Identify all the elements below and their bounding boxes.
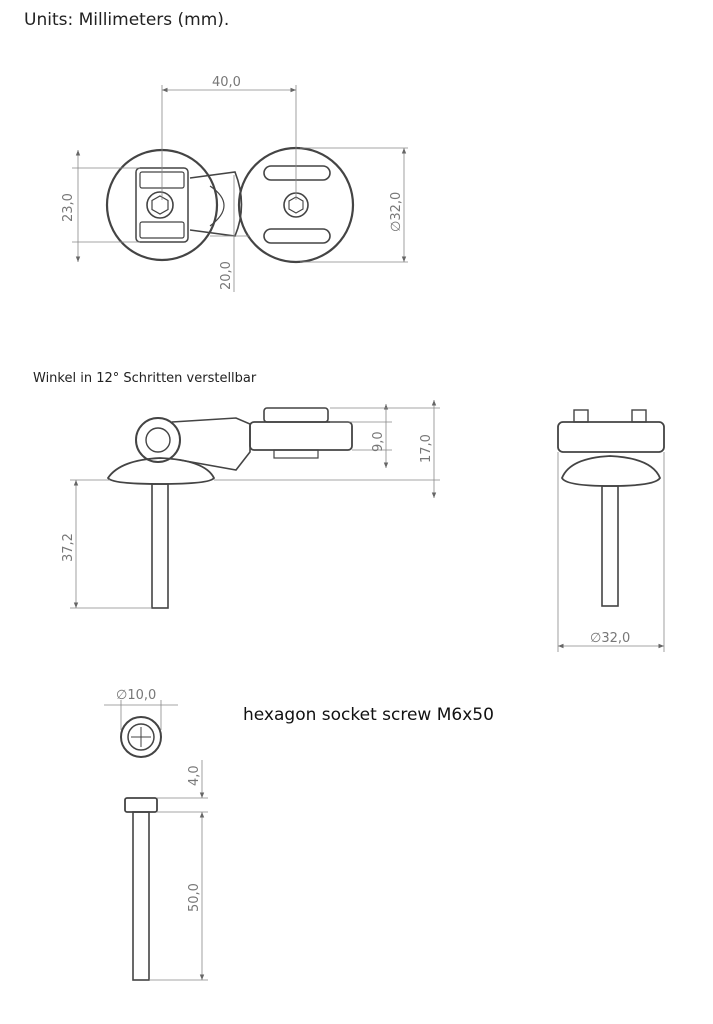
front-plate xyxy=(558,422,664,452)
dim-head-height: 4,0 xyxy=(187,765,202,786)
angle-note: Winkel in 12° Schritten verstellbar xyxy=(33,371,257,386)
dim-offset: 20,0 xyxy=(219,261,234,290)
dim-shank-length: 50,0 xyxy=(187,883,202,912)
screw-title: hexagon socket screw M6x50 xyxy=(243,705,494,725)
angled-arm xyxy=(172,418,250,470)
dim-bolt-length: 37,2 xyxy=(61,533,76,562)
dim-total-height: 17,0 xyxy=(419,434,434,463)
front-view xyxy=(558,410,664,652)
screw-head-side xyxy=(125,798,157,812)
side-view xyxy=(61,400,440,608)
dim-diameter-front: ∅32,0 xyxy=(590,631,631,646)
screw-shank xyxy=(133,812,149,980)
top-view xyxy=(61,75,408,292)
hex-socket-icon xyxy=(152,196,168,214)
dim-width: 40,0 xyxy=(212,75,241,90)
dim-head-diameter: ∅10,0 xyxy=(116,688,157,703)
mount-plate xyxy=(250,422,352,450)
bolt-shaft xyxy=(152,484,168,608)
front-foot xyxy=(562,456,660,486)
pivot-joint xyxy=(136,418,180,462)
screw-views xyxy=(104,688,208,980)
units-caption: Units: Millimeters (mm). xyxy=(24,10,230,30)
front-bolt xyxy=(602,486,618,606)
dim-plate-thickness: 9,0 xyxy=(371,431,386,452)
dim-diameter-top: ∅32,0 xyxy=(389,191,404,232)
dim-height: 23,0 xyxy=(61,193,76,222)
